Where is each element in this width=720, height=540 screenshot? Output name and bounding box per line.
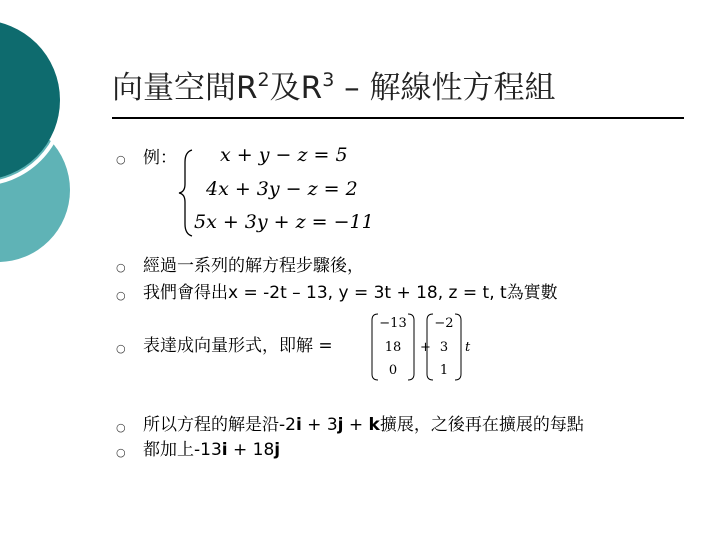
unit-j: j bbox=[274, 440, 281, 460]
title-middle: 及R bbox=[269, 70, 323, 106]
unit-j: j bbox=[337, 415, 344, 435]
title-sup-2: 2 bbox=[257, 69, 270, 91]
equation-3: 5x + 3y + z = −11 bbox=[194, 211, 374, 233]
equation-1: x + y − z = 5 bbox=[220, 144, 348, 166]
solution-prefix: 我們會得出 bbox=[143, 283, 228, 303]
solution-text bbox=[143, 281, 558, 305]
vector1-entry-3: 0 bbox=[388, 363, 398, 378]
equation-2: 4x + 3y − z = 2 bbox=[206, 178, 358, 200]
bullet-icon: ○ bbox=[116, 421, 126, 434]
vector-scalar-t: t bbox=[465, 340, 471, 355]
offset-coef-j: + 18 bbox=[227, 440, 275, 460]
direction-suffix: 擴展，之後再在擴展的每點 bbox=[379, 415, 584, 435]
offset-prefix: 都加上 bbox=[143, 440, 194, 460]
solution-suffix: 為實數 bbox=[506, 283, 558, 303]
title-prefix: 向量空間R bbox=[112, 70, 258, 106]
bullet-icon: ○ bbox=[116, 153, 126, 166]
title-sup-3: 3 bbox=[322, 69, 335, 91]
page-title bbox=[112, 66, 556, 110]
steps-text: 經過一系列的解方程步驟後， bbox=[143, 256, 364, 276]
offset-text bbox=[143, 438, 280, 462]
bullet-icon: ○ bbox=[116, 446, 126, 459]
solution-vector bbox=[370, 312, 480, 382]
title-divider bbox=[112, 117, 684, 119]
direction-prefix: 所以方程的解是沿 bbox=[143, 415, 279, 435]
title-suffix: – 解線性方程組 bbox=[334, 70, 556, 106]
vector1-entry-1: −13 bbox=[379, 316, 407, 331]
brace-icon bbox=[176, 148, 196, 238]
bullet-icon: ○ bbox=[116, 261, 126, 274]
direction-text bbox=[143, 413, 584, 437]
vector2-entry-2: 3 bbox=[439, 340, 449, 355]
unit-i: i bbox=[295, 415, 302, 435]
bullet-icon: ○ bbox=[116, 289, 126, 302]
solution-formula: x = -2t – 13, y = 3t + 18, z = t, t bbox=[228, 283, 507, 303]
vector1-entry-2: 18 bbox=[384, 340, 402, 355]
vector-plus: + bbox=[420, 340, 431, 355]
vector2-entry-1: −2 bbox=[434, 316, 454, 331]
offset-coef-i: -13 bbox=[194, 440, 222, 460]
bullet-icon: ○ bbox=[116, 342, 126, 355]
unit-i: i bbox=[221, 440, 228, 460]
vector-form-text: 表達成向量形式，即解 = bbox=[143, 336, 333, 356]
example-label: 例： bbox=[143, 148, 177, 168]
direction-coef-j: + 3 bbox=[301, 415, 338, 435]
unit-k: k bbox=[368, 415, 380, 435]
direction-plus: + bbox=[343, 415, 369, 435]
direction-coef-i: -2 bbox=[279, 415, 296, 435]
vector2-entry-3: 1 bbox=[439, 363, 449, 378]
decorative-circles bbox=[0, 0, 120, 300]
